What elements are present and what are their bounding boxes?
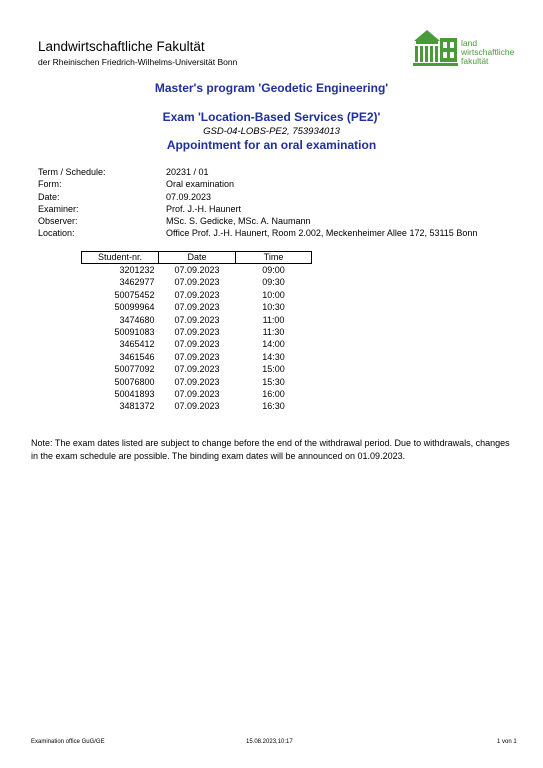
examiner-value: Prof. J.-H. Haunert <box>166 204 242 214</box>
date-cell: 07.09.2023 <box>174 265 220 275</box>
faculty-logo <box>410 26 520 68</box>
table-row <box>82 276 312 288</box>
column-header-time: Time <box>236 252 312 264</box>
student-nr-cell: 3461546 <box>119 351 155 362</box>
table-row <box>82 301 312 313</box>
table-header-row <box>82 252 312 264</box>
time-cell: 11:00 <box>262 314 285 325</box>
university-subtitle: der Rheinischen Friedrich-Wilhelms-Universität Bonn <box>38 57 238 67</box>
student-nr-cell: 3465412 <box>119 339 155 350</box>
date-cell: 07.09.2023 <box>174 339 220 350</box>
footer-office: Examination office GuG/GE <box>31 739 105 745</box>
footer-page-number: 1 von 1 <box>497 739 517 745</box>
table-row <box>82 351 312 363</box>
date-cell: 07.09.2023 <box>174 277 220 288</box>
date-cell: 07.09.2023 <box>174 289 220 300</box>
date-cell: 07.09.2023 <box>174 351 220 362</box>
student-nr-cell: 3481372 <box>119 401 155 412</box>
date-cell: 07.09.2023 <box>174 302 220 313</box>
table-row <box>82 376 312 388</box>
term-label: Term / Schedule: <box>38 167 106 177</box>
student-nr-cell: 50091083 <box>114 327 155 338</box>
time-cell: 11:30 <box>262 327 285 338</box>
table-row <box>82 363 312 375</box>
observer-label: Observer: <box>38 216 78 226</box>
student-nr-cell: 3201232 <box>119 265 155 275</box>
time-cell: 09:00 <box>262 265 285 275</box>
student-nr-cell: 3462977 <box>119 277 155 288</box>
exam-title: Exam 'Location-Based Services (PE2)' <box>162 110 381 124</box>
student-nr-cell: 50075452 <box>114 289 155 300</box>
table-row <box>82 326 312 338</box>
time-cell: 14:00 <box>262 339 285 350</box>
date-cell: 07.09.2023 <box>174 327 220 338</box>
date-label: Date: <box>38 192 60 202</box>
disclaimer-note: Note: The exam dates listed are subject to change before the end of the withdrawal period. Due to withdrawals, changes in the exam schedule are possible. The binding exam dates will be announced on 01.09.2023. <box>31 438 510 461</box>
column-header-date: Date <box>159 252 236 264</box>
examiner-label: Examiner: <box>38 204 79 214</box>
date-value: 07.09.2023 <box>166 192 212 202</box>
logo-text-line-1: land <box>461 38 478 48</box>
student-nr-cell: 50076800 <box>114 376 155 387</box>
logo-text-line-3: fakultät <box>461 56 489 66</box>
student-nr-cell: 3474680 <box>119 314 155 325</box>
program-title: Master's program 'Geodetic Engineering' <box>154 81 389 95</box>
time-cell: 10:30 <box>262 302 285 313</box>
column-header-student-nr: Student-nr. <box>82 252 159 264</box>
table-row <box>82 388 312 400</box>
student-nr-cell: 50041893 <box>114 389 155 400</box>
student-nr-cell: 50077092 <box>114 364 155 375</box>
exam-schedule-table <box>81 251 312 413</box>
observer-value: MSc. S. Gedicke, MSc. A. Naumann <box>166 216 311 226</box>
building-logo-icon <box>410 26 460 68</box>
time-cell: 14:30 <box>262 351 285 362</box>
time-cell: 16:00 <box>262 389 285 400</box>
form-label: Form: <box>38 179 62 189</box>
table-row <box>82 338 312 350</box>
time-cell: 09:30 <box>262 277 285 288</box>
table-row <box>82 400 312 412</box>
time-cell: 15:30 <box>262 376 285 387</box>
form-value: Oral examination <box>166 179 235 189</box>
faculty-title: Landwirtschaftliche Fakultät <box>38 39 205 54</box>
term-value: 20231 / 01 <box>166 167 209 177</box>
location-label: Location: <box>38 228 75 238</box>
date-cell: 07.09.2023 <box>174 376 220 387</box>
time-cell: 10:00 <box>262 289 285 300</box>
table-row <box>82 289 312 301</box>
table-row <box>82 264 312 277</box>
appointment-heading: Appointment for an oral examination <box>166 138 377 152</box>
logo-text-line-2: wirtschaftliche <box>461 47 515 57</box>
location-value: Office Prof. J.-H. Haunert, Room 2.002, Meckenheimer Allee 172, 53115 Bonn <box>166 228 478 238</box>
date-cell: 07.09.2023 <box>174 401 220 412</box>
date-cell: 07.09.2023 <box>174 389 220 400</box>
date-cell: 07.09.2023 <box>174 364 220 375</box>
student-nr-cell: 50099964 <box>114 302 155 313</box>
time-cell: 15:00 <box>262 364 285 375</box>
exam-code: GSD-04-LOBS-PE2, 753934013 <box>203 126 340 137</box>
time-cell: 16:30 <box>262 401 285 412</box>
date-cell: 07.09.2023 <box>174 314 220 325</box>
table-row <box>82 314 312 326</box>
footer-timestamp: 15.08.2023,10:17 <box>246 739 293 745</box>
